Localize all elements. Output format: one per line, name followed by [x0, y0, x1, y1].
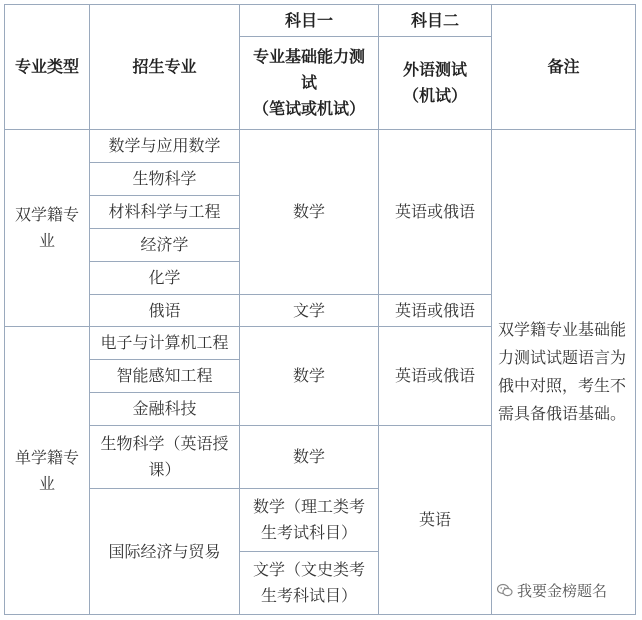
major-biology: 生物科学 [90, 163, 240, 196]
double-subject2: 英语或俄语 [379, 130, 492, 295]
watermark [497, 580, 607, 601]
major-biology-english [90, 426, 240, 489]
trade-subject1-a [240, 489, 379, 552]
single-a-subject2: 英语或俄语 [379, 327, 492, 426]
note-line3: 俄中对照，考生不 [498, 376, 627, 395]
major-fintech: 金融科技 [90, 393, 240, 426]
bio-major-line2: 课） [148, 460, 181, 479]
major-trade: 国际经济与贸易 [90, 489, 240, 615]
trade-a-line2: 生考试科目） [260, 523, 357, 542]
trade-subject1-b [240, 552, 379, 615]
major-intelligent-sensing: 智能感知工程 [90, 360, 240, 393]
single-type-cell [5, 327, 90, 615]
double-subject1: 数学 [240, 130, 379, 295]
major-chemistry: 化学 [90, 262, 240, 295]
note-line4: 需具备俄语基础。 [498, 404, 627, 423]
russian-subject2: 英语或俄语 [379, 295, 492, 327]
header-subject2: 科目二 [379, 5, 492, 37]
single-a-subject1: 数学 [240, 327, 379, 426]
trade-b-line1: 文学（文史类考 [252, 560, 365, 579]
wechat-icon [497, 582, 513, 598]
header-subject1-detail [240, 37, 379, 130]
major-math: 数学与应用数学 [90, 130, 240, 163]
header-subject1: 科目一 [240, 5, 379, 37]
header-subject2-detail [379, 37, 492, 130]
major-materials: 材料科学与工程 [90, 196, 240, 229]
header-subject1-line3: （笔试或机试） [252, 99, 365, 118]
single-type-line1: 单学籍专 [14, 447, 79, 467]
header-subject2-line2: （机试） [402, 86, 467, 105]
major-russian: 俄语 [90, 295, 240, 327]
header-subject1-line2: 试 [300, 73, 317, 92]
note-line1: 双学籍专业基础能 [498, 320, 627, 339]
single-type-line2: 业 [38, 473, 55, 493]
bio-major-line1: 生物科学（英语授 [100, 434, 229, 453]
bio-subject1: 数学 [240, 426, 379, 489]
major-ece: 电子与计算机工程 [90, 327, 240, 360]
header-major-type: 专业类型 [5, 5, 90, 130]
double-type-line2: 业 [38, 231, 55, 250]
major-economics: 经济学 [90, 229, 240, 262]
header-note: 备注 [492, 5, 636, 130]
double-type-cell [5, 130, 90, 327]
trade-a-line1: 数学（理工类考 [252, 497, 365, 516]
note-cell [492, 130, 636, 615]
header-subject2-line1: 外语测试 [402, 60, 467, 79]
admission-table [4, 4, 636, 615]
english-subject2: 英语 [379, 426, 492, 615]
russian-subject1: 文学 [240, 295, 379, 327]
trade-b-line2: 生考科试目） [260, 586, 357, 605]
header-subject1-line1: 专业基础能力测 [252, 47, 365, 66]
header-major: 招生专业 [90, 5, 240, 130]
note-line2: 力测试试题语言为 [498, 348, 627, 367]
double-type-line1: 双学籍专 [14, 205, 79, 224]
watermark-text: 我要金榜题名 [517, 582, 608, 600]
